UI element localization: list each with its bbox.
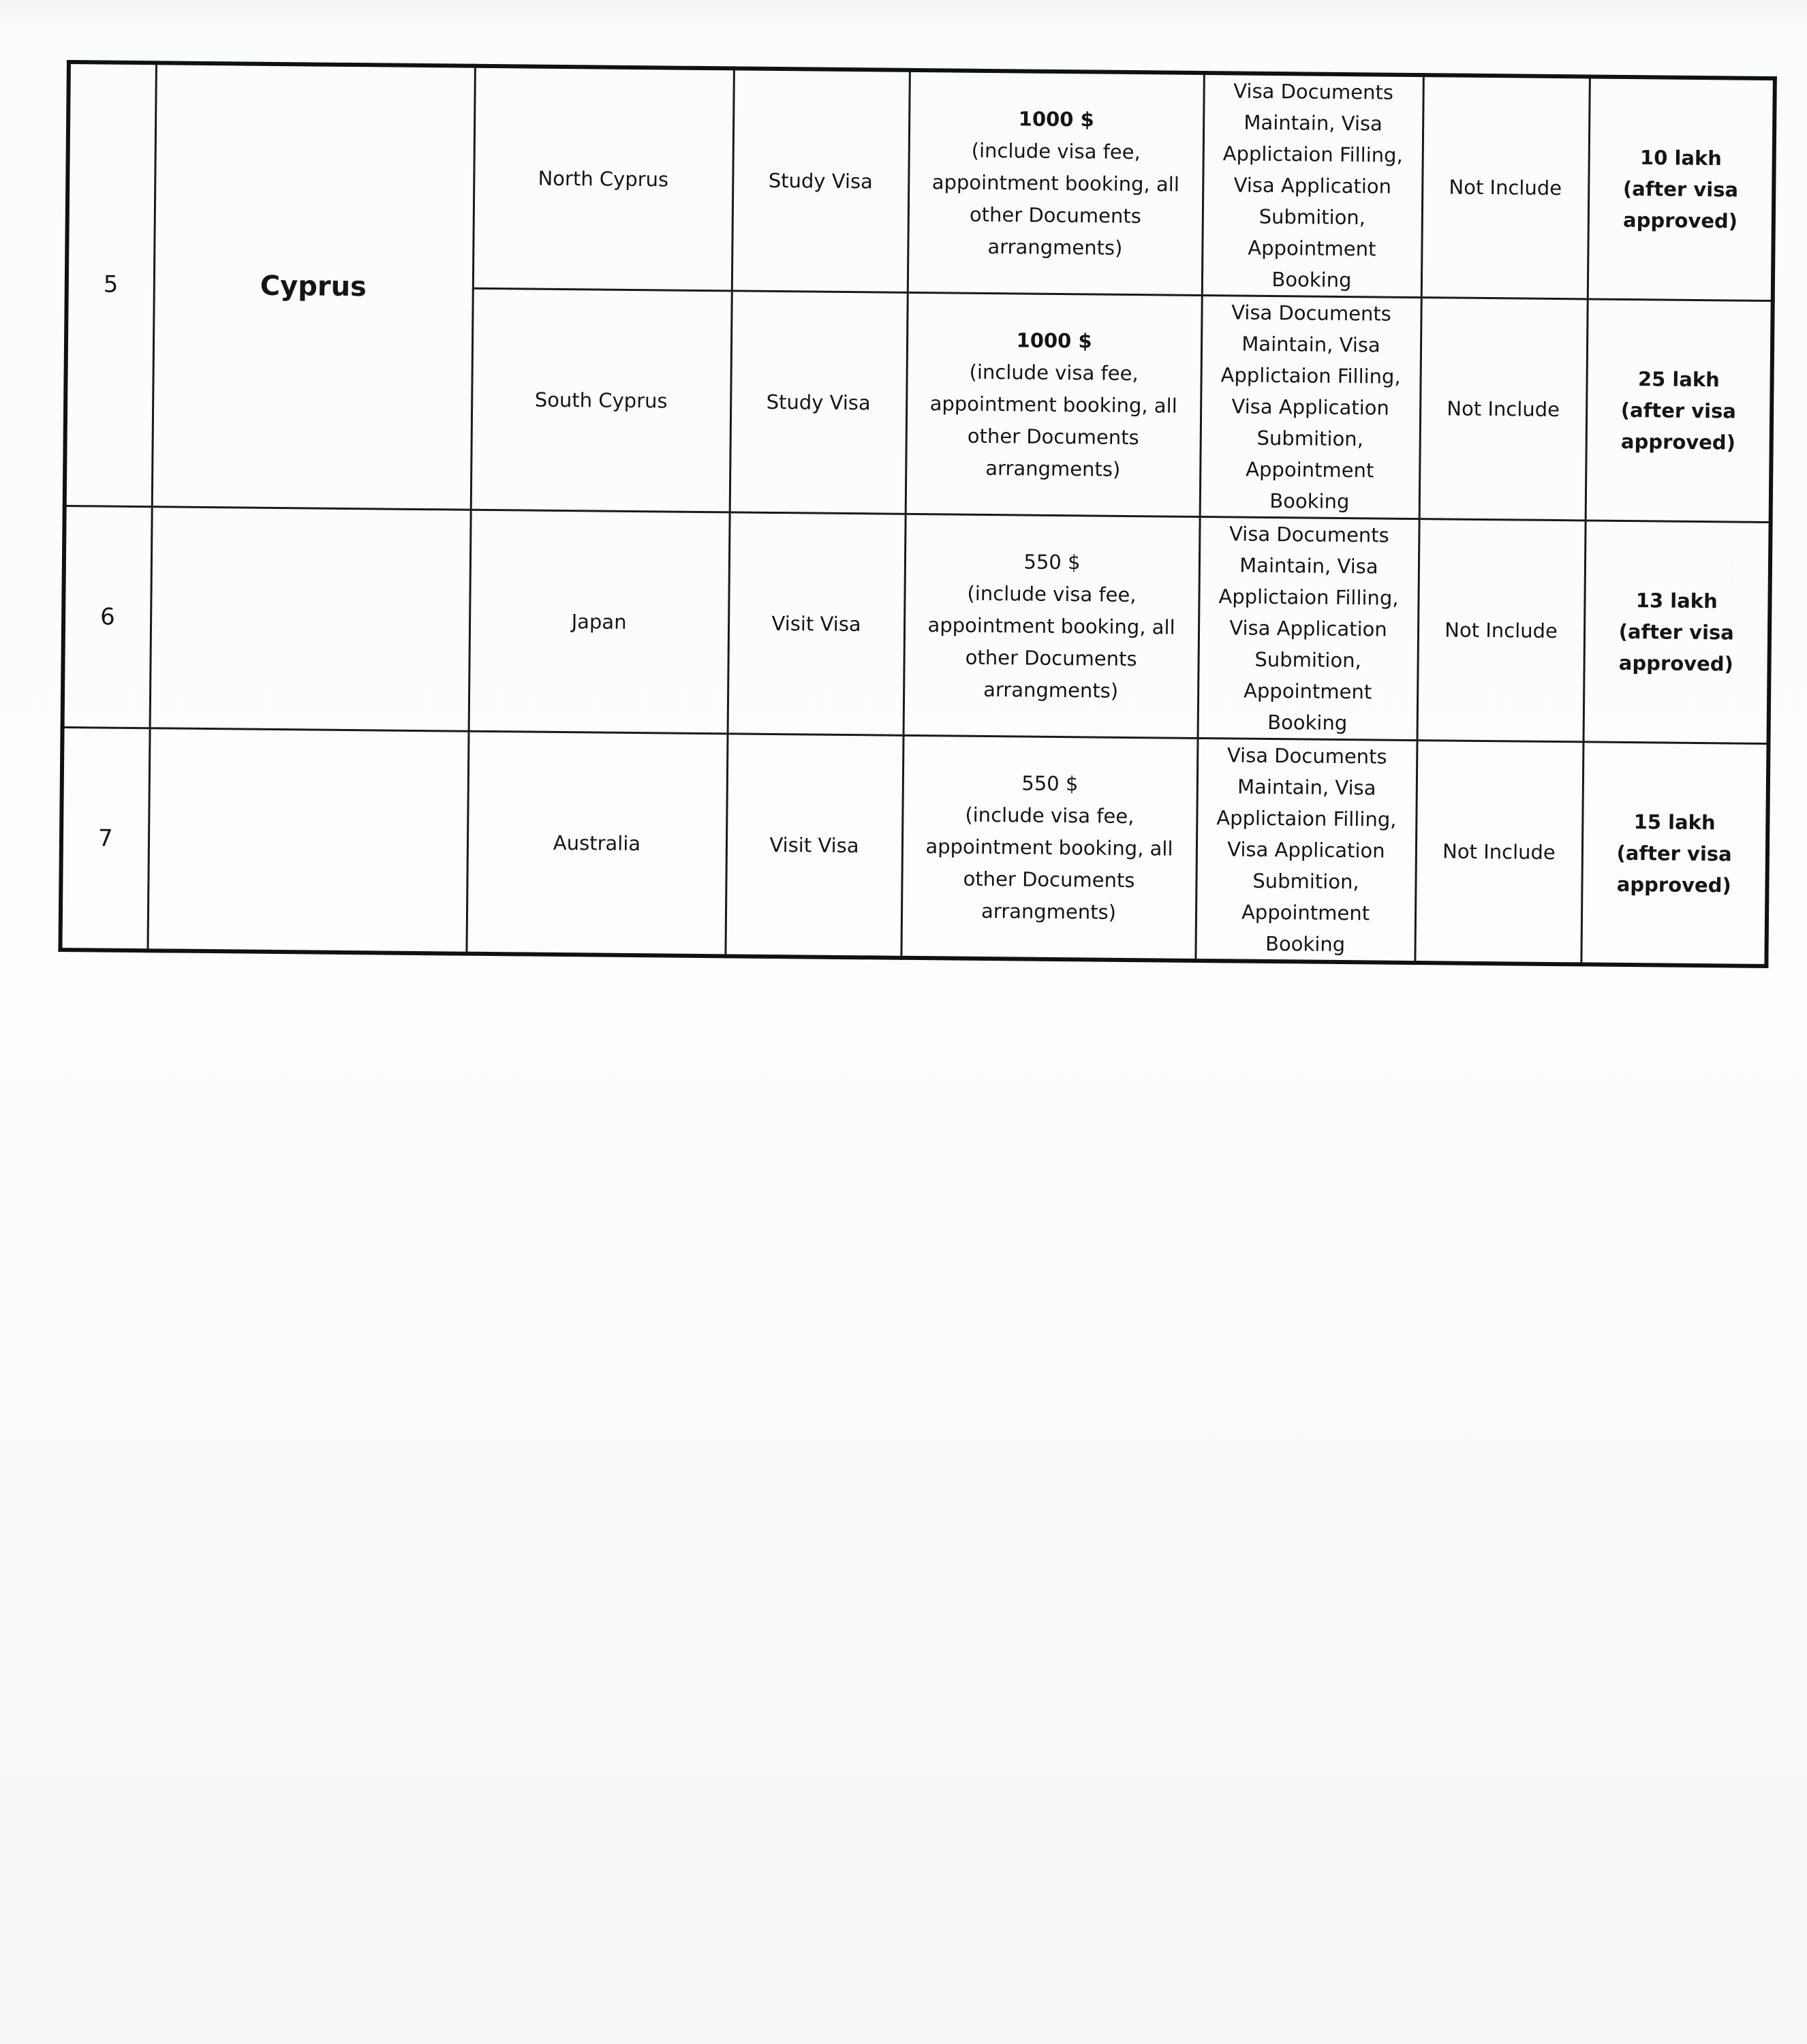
visa-type: Study Visa <box>732 68 910 292</box>
table-row <box>67 62 1775 301</box>
processing-fee <box>908 70 1204 296</box>
visa-services-table <box>58 60 1776 968</box>
fee-amount: 1000 $ <box>1016 328 1092 352</box>
flight-status: Not Include <box>1415 741 1583 965</box>
service-charge <box>1581 742 1768 966</box>
fee-amount: 1000 $ <box>1018 106 1094 131</box>
service-charge <box>1583 521 1770 744</box>
services-included: Visa Documents Maintain, Visa Applictaion Filling, Visa Application Submition, Appointment Booking <box>1202 73 1423 298</box>
serial-number: 6 <box>63 506 152 728</box>
service-charge <box>1586 299 1773 523</box>
charge-amount: 10 lakh <box>1639 146 1723 170</box>
visa-table-wrapper <box>59 60 1773 957</box>
destination: North Cyprus <box>473 66 734 291</box>
charge-amount: 13 lakh <box>1635 589 1718 613</box>
country-name <box>147 728 468 954</box>
processing-fee <box>901 735 1197 961</box>
fee-note: (include visa fee, appointment booking, all other Documents arrangments) <box>925 803 1173 924</box>
service-charge <box>1588 76 1775 300</box>
charge-amount: 15 lakh <box>1633 810 1716 835</box>
visa-type: Study Visa <box>730 291 908 514</box>
fee-amount: 550 $ <box>1021 771 1079 795</box>
charge-note: (after visa approved) <box>1620 398 1737 454</box>
visa-type: Visit Visa <box>725 734 903 958</box>
serial-number: 7 <box>60 727 149 950</box>
destination: South Cyprus <box>471 288 732 512</box>
services-included: Visa Documents Maintain, Visa Applictaion Filling, Visa Application Submition, Appointment Booking <box>1195 738 1417 963</box>
charge-note: (after visa approved) <box>1622 176 1739 233</box>
fee-amount: 550 $ <box>1023 550 1081 574</box>
charge-note: (after visa approved) <box>1616 841 1732 897</box>
destination: Japan <box>469 510 730 734</box>
table-row <box>63 506 1771 743</box>
processing-fee <box>906 292 1202 516</box>
processing-fee <box>904 514 1200 738</box>
charge-note: (after visa approved) <box>1618 619 1734 676</box>
fee-note: (include visa fee, appointment booking, all other Documents arrangments) <box>927 581 1175 702</box>
fee-note: (include visa fee, appointment booking, all other Documents arrangments) <box>931 138 1180 260</box>
country-name <box>150 507 471 731</box>
visa-type: Visit Visa <box>728 512 906 735</box>
flight-status: Not Include <box>1421 75 1590 299</box>
charge-amount: 25 lakh <box>1637 367 1720 392</box>
services-included: Visa Documents Maintain, Visa Applictaion Filling, Visa Application Submition, Appointment Booking <box>1198 516 1419 740</box>
flight-status: Not Include <box>1419 298 1588 521</box>
serial-number: 5 <box>65 62 156 507</box>
fee-note: (include visa fee, appointment booking, all other Documents arrangments) <box>929 360 1177 481</box>
flight-status: Not Include <box>1417 519 1586 742</box>
services-included: Visa Documents Maintain, Visa Applictaion Filling, Visa Application Submition, Appointment Booking <box>1200 296 1421 519</box>
country-name: Cyprus <box>152 63 475 510</box>
table-row <box>60 727 1768 966</box>
destination: Australia <box>466 731 727 956</box>
